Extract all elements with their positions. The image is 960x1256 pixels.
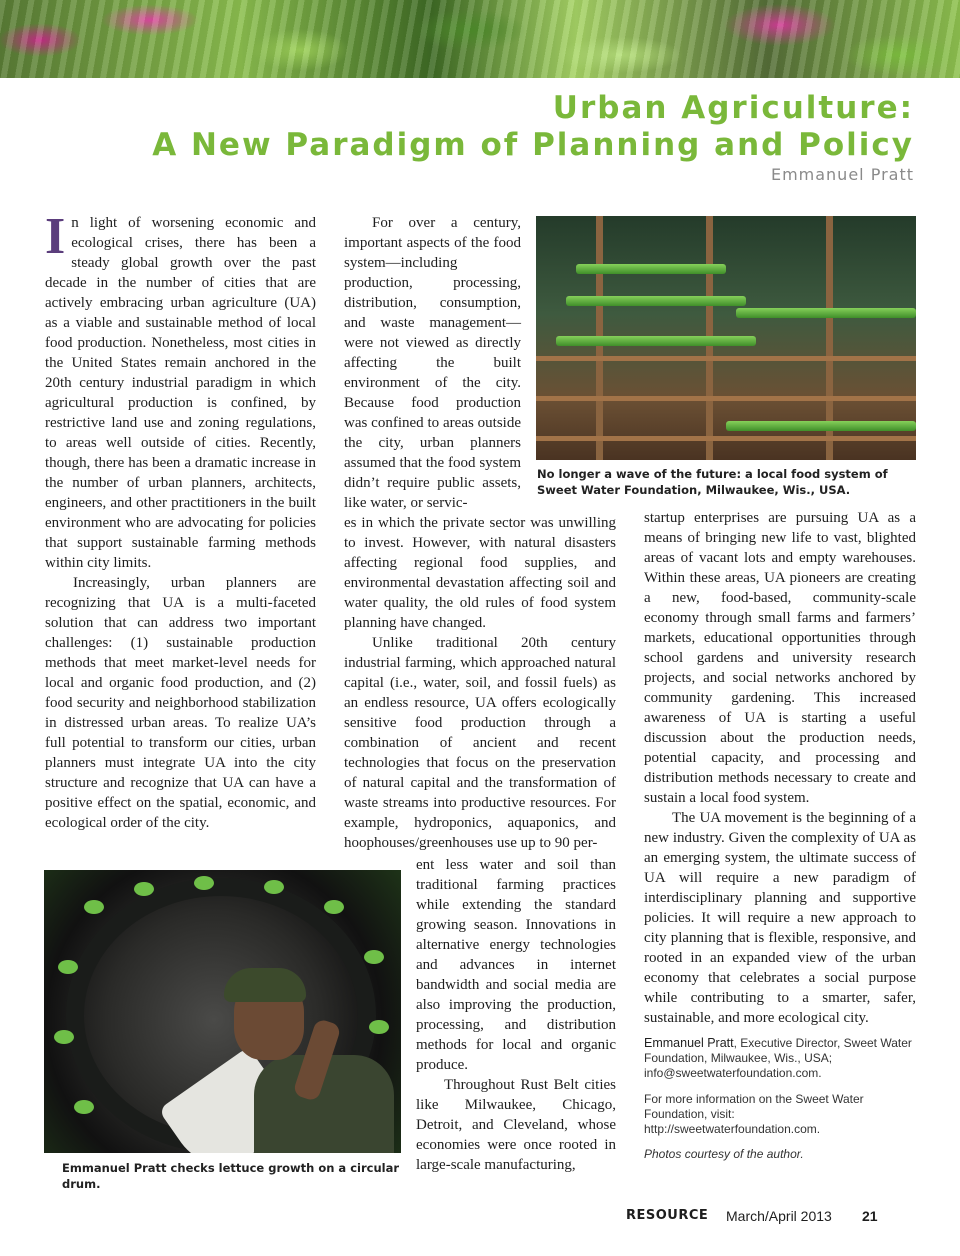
- paragraph-continued: es in which the private sector was unwilling to invest. However, with natural disasters affecting regional food supplies, and environmental devastation affecting soil and water quality, the old rules of food system planning have changed.: [344, 515, 616, 631]
- column-3: [644, 508, 916, 1028]
- column-2-middle: [344, 513, 616, 853]
- lettuce-leaf: [74, 1100, 94, 1114]
- lettuce-leaf: [364, 950, 384, 964]
- paragraph: The UA movement is the beginning of a new industry. Given the complexity of UA as an emerging system, the ultimate success of UA will require a new paradigm of interdisciplinary planning and supportive policies. It will require a new approach to city planning that is flexible, responsive, and rooted in an expanded view of the urban economy that celebrates a social purpose while contributing to a smarter, safer, sustainable, and more ecological city.: [644, 810, 916, 1026]
- paragraph: For over a century, important aspects of the food system—including production, processing, distribution, consumption, and waste management—were not viewed as directly affecting the built environment of the city. Because food production was confined to areas outside the city, urban planners assumed that the food system didn’t require public assets, like water, or servic-: [344, 215, 521, 511]
- article-title-line1: Urban Agriculture:: [552, 90, 914, 126]
- lettuce-row: [576, 264, 726, 274]
- lettuce-leaf: [264, 880, 284, 894]
- lettuce-leaf: [54, 1030, 74, 1044]
- column-2-bottom: [416, 855, 616, 1175]
- lettuce-row: [556, 336, 756, 346]
- header-banner-image: [0, 0, 960, 78]
- author-bio-details: , Executive Director, Sweet Water Foundation, Milwaukee, Wis., USA; info@sweetwaterfoundation.com.: [644, 1036, 912, 1080]
- lettuce-row: [726, 421, 916, 431]
- photo-credit: Photos courtesy of the author.: [644, 1147, 804, 1161]
- lettuce-row: [736, 308, 916, 318]
- lettuce-leaf: [58, 960, 78, 974]
- author-bio-name: Emmanuel Pratt: [644, 1036, 734, 1050]
- paragraph: Throughout Rust Belt cities like Milwaukee, Chicago, Detroit, and Cleveland, whose economies were once rooted in large-scale manufacturing,: [416, 1077, 616, 1173]
- lettuce-leaf: [369, 1020, 389, 1034]
- shelf-rail: [536, 436, 916, 441]
- article-byline: Emmanuel Pratt: [770, 165, 914, 184]
- paragraph-continued: ent less water and soil than traditional farming practices while extending the standard growing season. Innovations in alternative energy technologies and advances in internet bandwidth and social media are also improving the production, processing, and distribution methods for local and organic produce.: [416, 857, 616, 1073]
- hydroponic-farm-photo: [536, 216, 916, 460]
- banner-texture: [0, 0, 960, 78]
- author-bio: [644, 1036, 914, 1081]
- paragraph: Unlike traditional 20th century industrial farming, which approached natural capital (i.e., water, soil, and fossil fuels) as an endless resource, UA offers ecologically sensitive food production through a combination of ancient and recent technologies that focus on the preservation of natural capital and the transformation of waste streams into productive resources. For example, hydroponics, aquaponics, and hoophouses/greenhouses use up to 90 per-: [344, 635, 616, 851]
- footer-magazine-name: RESOURCE: [626, 1208, 709, 1223]
- paragraph: Increasingly, urban planners are recognizing that UA is a multi-faceted solution that can address two important challenges: (1) sustainable production methods that meet market-level needs for local and organic food production, and (2) food security and neighborhood stabilization in distressed urban areas. To realize UA’s full potential to transform our cities, urban planners must integrate UA into the city structure and recognize that UA can have a positive effect on the spatial, economic, and ecological order of the city.: [45, 575, 316, 831]
- lettuce-leaf: [134, 882, 154, 896]
- shelf-rail: [536, 396, 916, 401]
- drop-cap: I: [45, 208, 66, 265]
- article-title-line2: A New Paradigm of Planning and Policy: [152, 127, 914, 163]
- person-photo-caption: Emmanuel Pratt checks lettuce growth on a circular drum.: [62, 1161, 399, 1191]
- paragraph-continued: startup enterprises are pursuing UA as a means of bringing new life to vast, blighted areas of vacant lots and empty warehouses. Within these areas, UA pioneers are creating a new, food-based, community-scale economy through small farms and farmers’ markets, educational opportunities through school gardens and university research projects, and social networks anchored by community gardening. This increased awareness of UA is starting a useful discussion about the production needs, potential capacity, and processing and distribution methods necessary to create and sustain a local food system.: [644, 510, 916, 806]
- more-info-note: For more information on the Sweet Water Foundation, visit: http://sweetwaterfoundation.com.: [644, 1092, 864, 1136]
- paragraph-intro-text: n light of worsening economic and ecological crises, there has been a steady global growth over the past decade in the number of cities that are actively embracing urban agriculture (UA) as a viable and sustainable method of local food production. Nonetheless, most cities in the United States remain anchored in the 20th century industrial paradigm in which agricultural production is confined, by restrictive land use and zoning regulations, to areas well outside of cities. Recently, though, there has been a dramatic increase in the number of urban planners, architects, engineers, and other practitioners in the built environment who are advocating for policies that support sustainable farming methods within city limits.: [45, 215, 316, 571]
- lettuce-leaf: [84, 900, 104, 914]
- paragraph-intro: [45, 208, 316, 573]
- person-drum-photo: [44, 870, 401, 1153]
- person-cap: [224, 968, 306, 1002]
- column-2-top: [344, 213, 521, 513]
- lettuce-row: [566, 296, 746, 306]
- column-1: [45, 208, 316, 833]
- lettuce-leaf: [324, 900, 344, 914]
- shelf-rail: [536, 356, 916, 361]
- footer-issue-date: March/April 2013: [726, 1208, 832, 1224]
- farm-photo-caption: No longer a wave of the future: a local food system of Sweet Water Foundation, Milwaukee, Wis., USA.: [537, 467, 888, 497]
- lettuce-leaf: [194, 876, 214, 890]
- footer-page-number: 21: [862, 1208, 878, 1224]
